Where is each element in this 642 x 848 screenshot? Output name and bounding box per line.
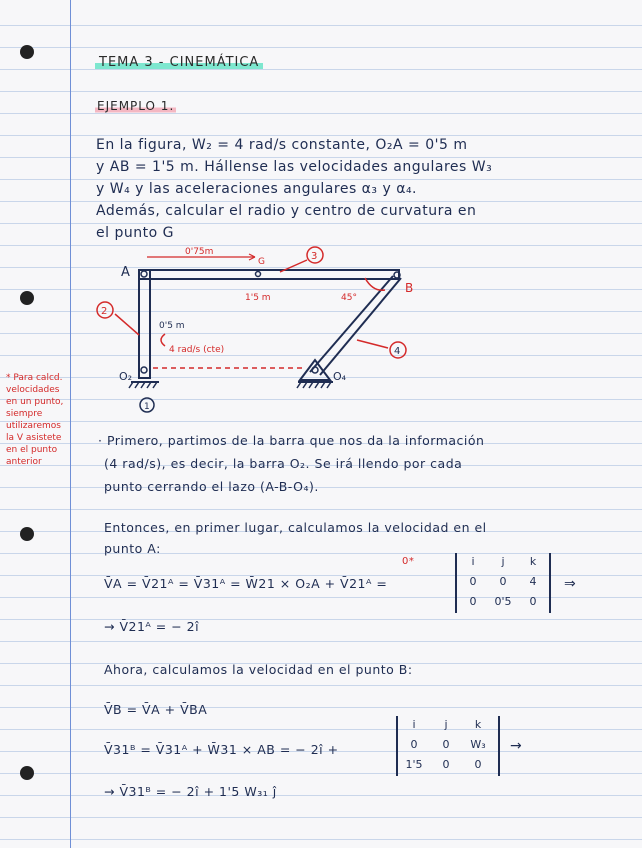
link-ab (139, 270, 399, 279)
statement-line: En la figura, W₂ = 4 rad/s constante, O₂A = 0'5 m (96, 137, 468, 153)
matrix-cell: 0 (469, 595, 477, 608)
matrix-cell: 1'5 (405, 758, 423, 771)
matrix-cell: k (474, 718, 482, 731)
binder-hole (20, 291, 34, 305)
side-note-line: la V asistete (6, 433, 62, 443)
side-note-line: en el punto (6, 445, 58, 455)
support-o4 (300, 360, 330, 380)
label-a: A (121, 265, 130, 280)
statement-line: el punto G (96, 225, 174, 241)
side-note-line: siempre (6, 409, 43, 419)
paragraph-line: Ahora, calculamos la velocidad en el punto B: (104, 662, 413, 677)
binder-hole (20, 766, 34, 780)
matrix-cell: 0 (499, 575, 507, 588)
tag-2-label: 2 (101, 306, 108, 317)
label-b: B (405, 281, 414, 295)
matrix-cell: 0 (529, 595, 537, 608)
link-o2a (139, 270, 150, 378)
side-note (6, 372, 66, 468)
implies-arrow: ⇒ (564, 576, 576, 592)
label-g: G (258, 257, 265, 267)
statement-line: y W₄ y las aceleraciones angulares α₃ y α₄. (96, 181, 418, 197)
margin-line (70, 0, 71, 848)
equation-result-b: → V̄31ᴮ = − 2î + 1'5 W₃₁ ĵ (104, 784, 277, 799)
matrix-cell: j (501, 555, 505, 568)
zero-mark: 0* (402, 556, 415, 567)
joint-o2 (141, 367, 147, 373)
paragraph-line: punto cerrando el lazo (A-B-O₄). (104, 479, 319, 494)
paragraph-line: (4 rad/s), es decir, la barra O₂. Se irá llendo por cada (104, 456, 463, 471)
omega-arrow (161, 334, 165, 346)
label-o2: O₂ (119, 370, 133, 383)
point-g (256, 272, 261, 277)
equation-result-a: → V̄21ᴬ = − 2î (104, 619, 200, 634)
determinant-a (455, 553, 551, 613)
matrix-cell: 0 (442, 738, 450, 751)
equation-vb-expanded: V̄31ᴮ = V̄31ᴬ + W̄31 × AB = − 2î + (104, 742, 339, 757)
matrix-cell: 0 (469, 575, 477, 588)
matrix-cell: i (412, 718, 416, 731)
paragraph-line: Entonces, en primer lugar, calculamos la velocidad en el (104, 520, 487, 535)
angle-label: 45° (341, 293, 357, 303)
matrix-cell: 4 (529, 575, 537, 588)
matrix-cell: 0 (442, 758, 450, 771)
matrix-cell: k (529, 555, 537, 568)
link-bo4-right (320, 278, 401, 375)
side-note-line: en un punto, (6, 397, 64, 407)
then-arrow: → (510, 738, 522, 754)
statement-line: y AB = 1'5 m. Hállense las velocidades angulares W₃ (96, 159, 493, 175)
omega-label: 4 rad/s (cte) (169, 345, 225, 355)
equation-vb: V̄B = V̄A + V̄BA (104, 702, 208, 717)
dim-ag-label: 0'75m (185, 247, 214, 257)
joint-a (141, 271, 147, 277)
dim-ab-label: 1'5 m (245, 293, 271, 303)
paragraph-line: punto A: (104, 541, 161, 556)
tag-1-label: 1 (144, 402, 150, 412)
tag-4-label: 4 (394, 346, 401, 357)
dim-o2a-label: 0'5 m (159, 321, 185, 331)
matrix-cell: 0 (474, 758, 482, 771)
binder-hole (20, 45, 34, 59)
side-note-line: velocidades (6, 385, 60, 395)
side-note-line: utilizaremos (6, 421, 61, 431)
four-bar-mechanism-diagram (95, 240, 425, 420)
leader-2 (115, 314, 139, 335)
side-note-line: * Para calcd. (6, 373, 63, 383)
equation-va: V̄A = V̄21ᴬ = V̄31ᴬ = W̄21 × O₂A + V̄21ᴬ = (104, 576, 388, 591)
page-title: TEMA 3 - CINEMÁTICA (95, 55, 263, 70)
matrix-cell: j (444, 718, 448, 731)
side-note-line: anterior (6, 457, 42, 467)
determinant-b (396, 716, 500, 776)
matrix-cell: i (471, 555, 475, 568)
matrix-cell: 0'5 (494, 595, 512, 608)
binder-hole (20, 527, 34, 541)
leader-4 (357, 340, 388, 348)
statement-line: Además, calcular el radio y centro de curvatura en (96, 203, 477, 219)
matrix-cell: 0 (410, 738, 418, 751)
example-heading: EJEMPLO 1. (97, 99, 175, 113)
paragraph-line: · Primero, partimos de la barra que nos da la información (98, 433, 485, 448)
tag-3-label: 3 (311, 251, 318, 262)
label-o4: O₄ (333, 370, 347, 383)
matrix-cell: W₃ (470, 738, 486, 751)
